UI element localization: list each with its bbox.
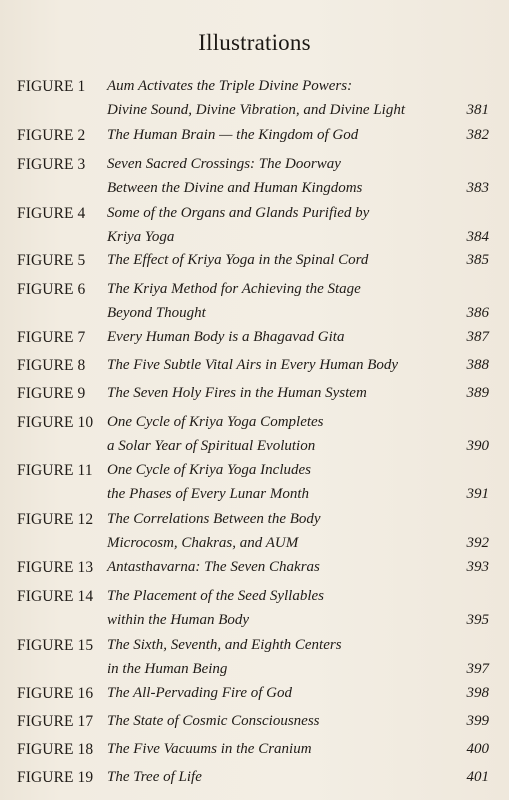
- figure-title-line: a Solar Year of Spiritual Evolution: [107, 438, 316, 454]
- figure-title-line: The Five Subtle Vital Airs in Every Human Body: [107, 357, 399, 373]
- figure-title-line: The State of Cosmic Consciousness: [107, 713, 320, 729]
- figure-title-line: The Seven Holy Fires in the Human System: [107, 385, 367, 401]
- figure-title-line: in the Human Being: [107, 661, 228, 677]
- figure-label: FIGURE 1: [17, 78, 86, 95]
- figure-title-line: Kriya Yoga: [107, 229, 175, 245]
- figure-page-number: 384: [466, 229, 489, 245]
- figure-title-line: The Effect of Kriya Yoga in the Spinal Cord: [107, 252, 369, 268]
- figure-title-line: The Sixth, Seventh, and Eighth Centers: [107, 637, 342, 653]
- figure-title-line: One Cycle of Kriya Yoga Completes: [107, 414, 324, 430]
- figure-page-number: 401: [466, 769, 489, 785]
- figure-label: FIGURE 11: [17, 462, 93, 479]
- figure-page-number: 395: [466, 612, 489, 628]
- figure-label: FIGURE 12: [17, 511, 94, 528]
- figure-title-line: The All-Pervading Fire of God: [107, 685, 292, 701]
- figure-page-number: 385: [466, 252, 489, 268]
- figure-page-number: 389: [466, 385, 489, 401]
- figure-title-line: within the Human Body: [107, 612, 250, 628]
- figure-title-line: Some of the Organs and Glands Purified by: [107, 205, 370, 221]
- figure-label: FIGURE 15: [17, 637, 94, 654]
- figure-title-line: Between the Divine and Human Kingdoms: [107, 180, 363, 196]
- figure-label: FIGURE 17: [17, 713, 94, 730]
- figure-title-line: The Five Vacuums in the Cranium: [107, 741, 312, 757]
- figure-title-line: The Human Brain — the Kingdom of God: [107, 127, 359, 143]
- figure-page-number: 390: [466, 438, 489, 454]
- figure-label: FIGURE 16: [17, 685, 94, 702]
- figure-label: FIGURE 2: [17, 127, 86, 144]
- figure-title-line: Seven Sacred Crossings: The Doorway: [107, 156, 341, 172]
- figure-title-line: the Phases of Every Lunar Month: [107, 486, 310, 502]
- figure-title-line: Every Human Body is a Bhagavad Gita: [107, 329, 345, 345]
- figure-page-number: 387: [466, 329, 489, 345]
- figure-label: FIGURE 5: [17, 252, 86, 269]
- figure-page-number: 393: [466, 559, 489, 575]
- figure-label: FIGURE 18: [17, 741, 94, 758]
- figure-page-number: 398: [466, 685, 489, 701]
- figure-title-line: The Placement of the Seed Syllables: [107, 588, 325, 604]
- figure-page-number: 399: [466, 713, 489, 729]
- figure-label: FIGURE 13: [17, 559, 94, 576]
- figure-label: FIGURE 14: [17, 588, 94, 605]
- figure-page-number: 391: [466, 486, 489, 502]
- figure-title-line: Microcosm, Chakras, and AUM: [107, 535, 299, 551]
- figure-label: FIGURE 7: [17, 329, 86, 346]
- page-title: Illustrations: [198, 30, 311, 55]
- figure-label: FIGURE 6: [17, 281, 86, 298]
- figure-label: FIGURE 10: [17, 414, 94, 431]
- figure-page-number: 383: [466, 180, 489, 196]
- figure-title-line: The Kriya Method for Achieving the Stage: [107, 281, 361, 297]
- figure-label: FIGURE 4: [17, 205, 86, 222]
- figure-label: FIGURE 3: [17, 156, 86, 173]
- figure-label: FIGURE 19: [17, 769, 94, 786]
- figure-page-number: 392: [466, 535, 489, 551]
- figure-page-number: 386: [466, 305, 489, 321]
- figure-title-line: Beyond Thought: [107, 305, 206, 321]
- figure-title-line: Antasthavarna: The Seven Chakras: [107, 559, 320, 575]
- figure-title-line: The Tree of Life: [107, 769, 202, 785]
- figure-page-number: 382: [466, 127, 489, 143]
- figure-label: FIGURE 9: [17, 385, 86, 402]
- figure-title-line: Divine Sound, Divine Vibration, and Divine Light: [107, 102, 406, 118]
- figure-page-number: 397: [466, 661, 489, 677]
- figure-page-number: 388: [466, 357, 489, 373]
- figure-page-number: 400: [466, 741, 489, 757]
- figure-page-number: 381: [466, 102, 489, 118]
- figure-title-line: Aum Activates the Triple Divine Powers:: [107, 78, 353, 94]
- figure-title-line: One Cycle of Kriya Yoga Includes: [107, 462, 312, 478]
- figure-title-line: The Correlations Between the Body: [107, 511, 321, 527]
- figure-label: FIGURE 8: [17, 357, 86, 374]
